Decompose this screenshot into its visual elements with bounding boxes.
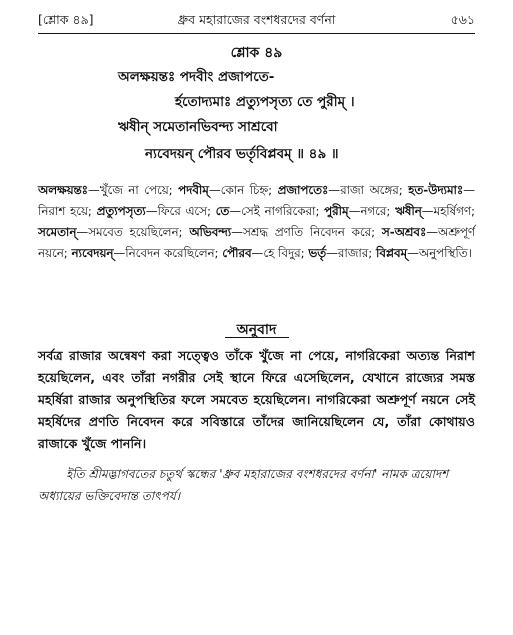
synonym-word: অভিবন্দ্য xyxy=(189,225,232,239)
synonym-word: পদবীম্ xyxy=(178,183,209,197)
synonym-word: পুরীম্ xyxy=(324,204,349,218)
synonym-meaning: —অনুপস্থিতি। xyxy=(407,246,472,260)
synonym-meaning: —রাজা অঙ্গের; xyxy=(328,183,409,197)
translation-text: সর্বত্র রাজার অন্বেষণ করা সত্ত্বেও তাঁকে খুঁজে না পেয়ে, নাগরিকেরা অত্যন্ত নিরাশ হয়েছিলেন, এবং তাঁরা নগরীর সেই স্থানে ফিরে এসেছিলেন, যেখানে রাজ্যের সমস্ত মহর্ষিরা রাজার অনুপস্থিতির ফলে সমবেত হয়েছিলেন। নাগরিকেরা অশ্রুপূর্ণ নয়নে সেই মহর্ষিদের প্রণতি নিবেদন করে সবিস্তারে তাঁদের জানিয়েছিলেন যে, তাঁরা কোথায়ও রাজাকে খুঁজে পাননি। xyxy=(38,348,475,451)
synonym-meaning: —নগরে; xyxy=(348,204,396,218)
synonym-word: ন্যবেদয়ন্ xyxy=(71,246,114,260)
translation-title: অনুবাদ xyxy=(236,322,277,338)
synonym-word: সমেতান্ xyxy=(38,225,77,239)
header-rule xyxy=(38,33,475,34)
synonym-meaning: —অশ্রুপূর্ণ নয়নে; xyxy=(38,225,475,260)
verse-line-1: অলক্ষয়ন্তঃ পদবীং প্রজাপতে- xyxy=(118,69,275,85)
verse-title: শ্লোক ৪৯ xyxy=(230,45,283,61)
synonym-meaning: —নিরাশ হয়ে; xyxy=(38,183,475,218)
running-header xyxy=(38,10,475,30)
synonym-word: তে xyxy=(215,204,230,218)
verse-line-4: ন্যবেদয়ন্ পৌরব ভর্তৃবিপ্লবম্ ॥ ৪৯ ॥ xyxy=(145,146,339,162)
translation-title-underline xyxy=(225,337,289,338)
synonym-meaning: —মহর্ষিগণ; xyxy=(421,204,476,218)
synonym-word: অলক্ষয়ন্তঃ xyxy=(38,183,88,197)
synonym-meaning: —কোন চিহ্ন; xyxy=(208,183,278,197)
header-chapter-title: ধ্রুব মহারাজের বংশধরদের বর্ণনা xyxy=(177,12,336,27)
synonym-word: পৌরব xyxy=(222,246,252,260)
synonym-word: ভর্তৃ xyxy=(308,246,327,260)
synonym-word: বিপ্লবম্ xyxy=(375,246,408,260)
synonym-meaning: —নিবেদন করেছিলেন; xyxy=(113,246,223,260)
synonym-meaning: —রাজার; xyxy=(326,246,376,260)
synonym-meaning: —খুঁজে না পেয়ে; xyxy=(87,183,179,197)
synonym-meaning: —সমবেত হয়েছিলেন; xyxy=(76,225,190,239)
chapter-colophon: ইতি শ্রীমদ্ভাগবতের চতুর্থ স্কন্ধের 'ধ্রুব মহারাজের বংশধরদের বর্ণনা' নামক ত্রয়োদশ অধ্যায়ের ভক্তিবেদান্ত তাৎপর্য। xyxy=(38,467,449,503)
verse-line-2: র্হতোদ্যমাঃ প্রত্যুপসৃত্য তে পুরীম্ । xyxy=(175,94,355,110)
synonym-meaning: —সেই নাগরিকেরা; xyxy=(229,204,325,218)
synonym-word: ঋষীন্ xyxy=(395,204,422,218)
synonym-meaning: —হে বিদুর; xyxy=(251,246,309,260)
synonym-word: প্রত্যুপসৃত্য xyxy=(96,204,146,218)
synonym-meaning: —সশ্রদ্ধ প্রণতি নিবেদন করে; xyxy=(231,225,382,239)
header-page-number: ৫৬১ xyxy=(450,12,475,27)
synonym-word: হত-উদ্যমাঃ xyxy=(408,183,464,197)
verse-line-3: ঋষীন্ সমেতানভিবন্দ্য সাশ্রবো xyxy=(118,119,278,135)
synonym-meaning: —ফিরে এসে; xyxy=(145,204,216,218)
synonym-word: স-অশ্রবঃ xyxy=(381,225,427,239)
synonym-word: প্রজাপতেঃ xyxy=(277,183,329,197)
header-verse-number: [শ্লোক ৪৯] xyxy=(38,12,94,27)
word-for-word-synonyms xyxy=(38,180,475,264)
